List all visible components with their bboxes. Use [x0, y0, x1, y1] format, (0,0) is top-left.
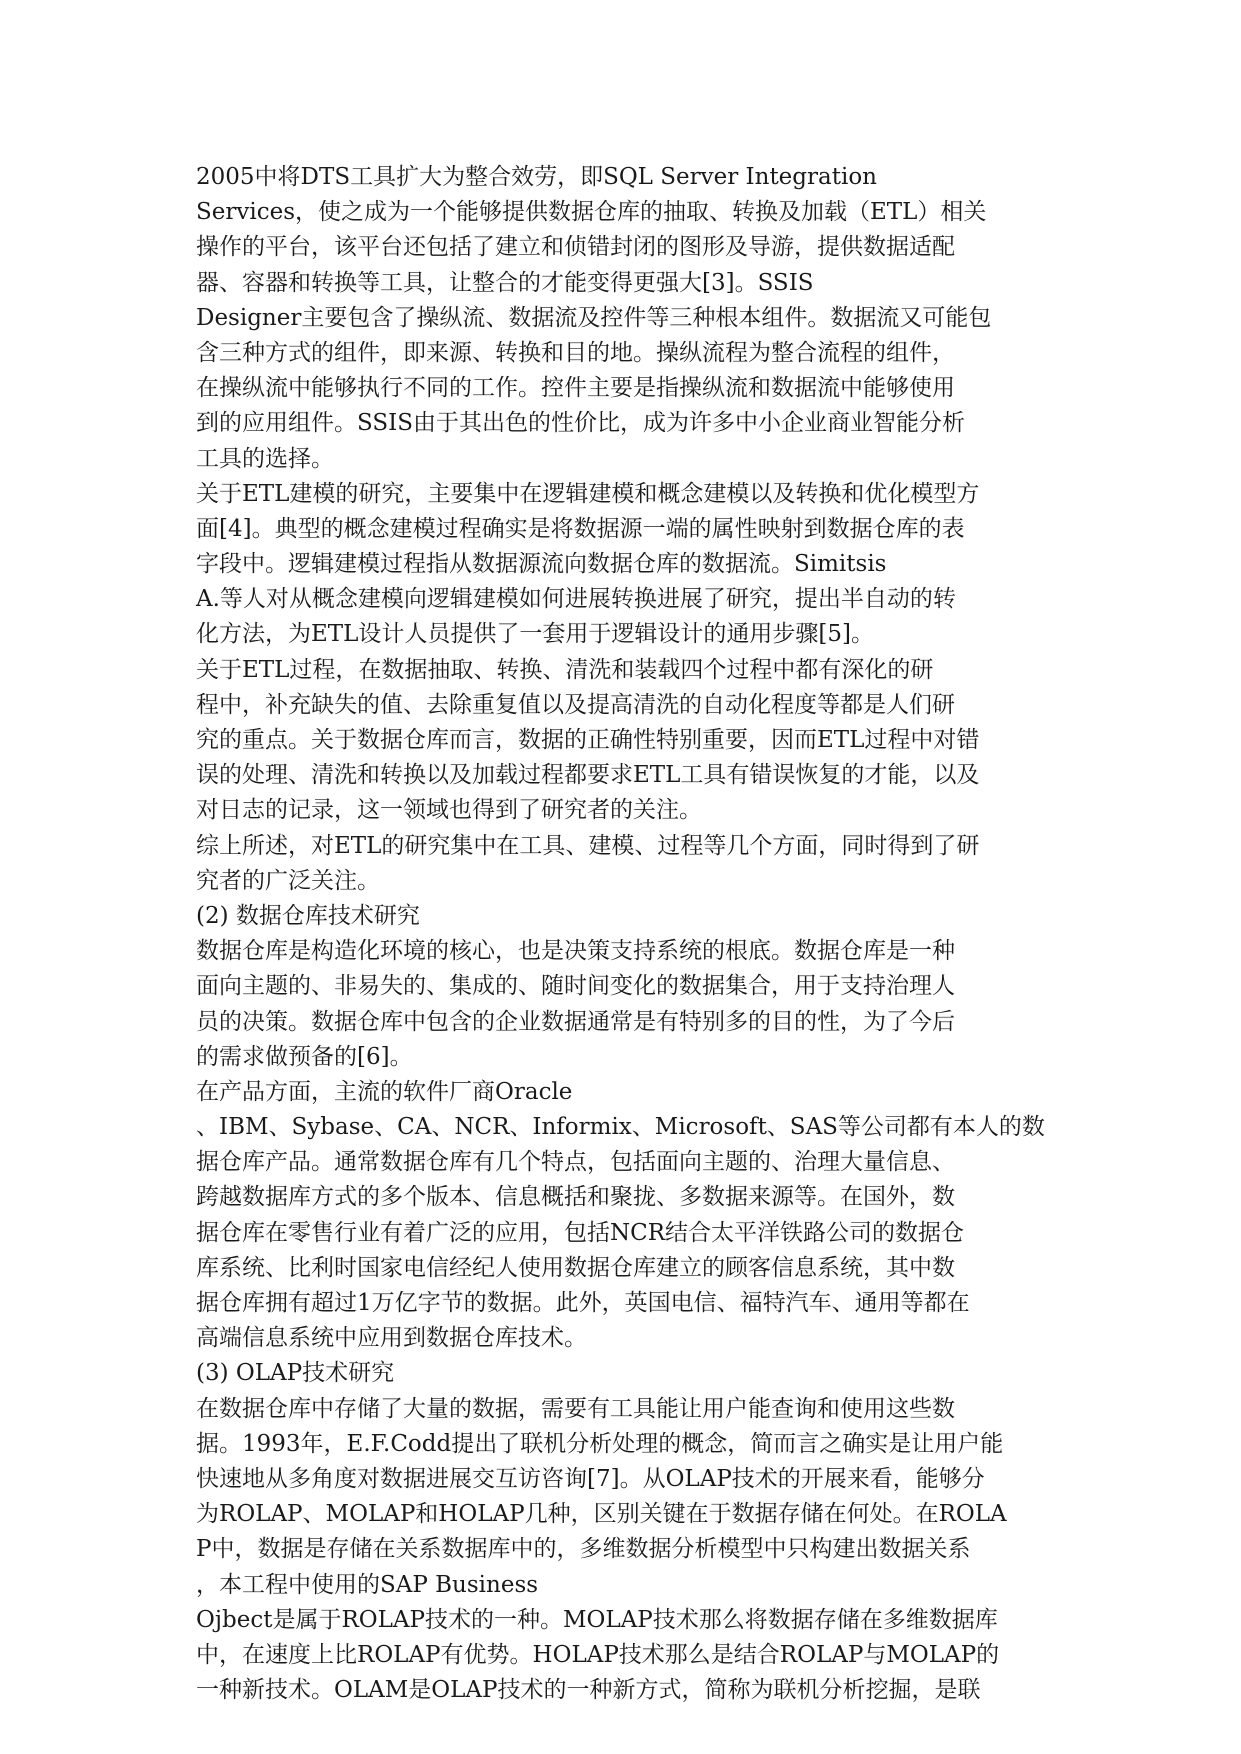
text-line: 综上所述，对ETL的研究集中在工具、建模、过程等几个方面，同时得到了研: [196, 832, 980, 859]
text-line: 关于ETL过程，在数据抽取、转换、清洗和装载四个过程中都有深化的研: [196, 656, 934, 683]
text-line: 面[4]。典型的概念建模过程确实是将数据源一端的属性映射到数据仓库的表: [196, 515, 965, 542]
text-line: 据仓库产品。通常数据仓库有几个特点，包括面向主题的、治理大量信息、: [196, 1149, 955, 1176]
text-line: 面向主题的、非易失的、集成的、随时间变化的数据集合，用于支持治理人: [196, 973, 955, 1000]
text-line: 程中，补充缺失的值、去除重复值以及提高清洗的自动化程度等都是人们研: [196, 691, 955, 718]
text-line: 快速地从多角度对数据进展交互访咨询[7]。从OLAP技术的开展来看，能够分: [196, 1465, 985, 1492]
body-text: [196, 160, 1056, 1708]
text-line: 究的重点。关于数据仓库而言，数据的正确性特别重要，因而ETL过程中对错: [196, 727, 980, 753]
text-line: 2005中将DTS工具扩大为整合效劳，即SQL Server Integration: [196, 164, 877, 190]
text-line: 字段中。逻辑建模过程指从数据源流向数据仓库的数据流。Simitsis: [196, 551, 887, 578]
text-line: ，本工程中使用的SAP Business: [196, 1571, 539, 1598]
text-line: Designer主要包含了操纵流、数据流及控件等三种根本组件。数据流又可能包: [196, 304, 992, 331]
text-line: 含三种方式的组件，即来源、转换和目的地。操纵流程为整合流程的组件，: [196, 339, 955, 366]
text-line: 在数据仓库中存储了大量的数据，需要有工具能让用户能查询和使用这些数: [196, 1395, 955, 1422]
text-line: P中，数据是存储在关系数据库中的，多维数据分析模型中只构建出数据关系: [196, 1536, 971, 1563]
text-line: 的需求做预备的[6]。: [196, 1043, 413, 1070]
text-line: A.等人对从概念建模向逻辑建模如何进展转换进展了研究，提出半自动的转: [196, 586, 956, 613]
text-line: 器、容器和转换等工具，让整合的才能变得更强大[3]。SSIS: [196, 269, 814, 296]
text-line: 库系统、比利时国家电信经纪人使用数据仓库建立的顾客信息系统，其中数: [196, 1254, 955, 1281]
text-line: 、IBM、Sybase、CA、NCR、Informix、Microsoft、SAS等公司都有本人的数: [196, 1114, 1045, 1141]
text-line: 在操纵流中能够执行不同的工作。控件主要是指操纵流和数据流中能够使用: [196, 375, 955, 402]
text-line: 关于ETL建模的研究，主要集中在逻辑建模和概念建模以及转换和优化模型方: [196, 480, 980, 507]
text-line: (3) OLAP技术研究: [196, 1360, 395, 1387]
text-line: Services，使之成为一个能够提供数据仓库的抽取、转换及加载（ETL）相关: [196, 199, 987, 226]
text-line: 数据仓库是构造化环境的核心，也是决策支持系统的根底。数据仓库是一种: [196, 938, 955, 965]
text-line: 对日志的记录，这一领域也得到了研究者的关注。: [196, 797, 702, 824]
text-line: 中，在速度上比ROLAP有优势。HOLAP技术那么是结合ROLAP与MOLAP的: [196, 1641, 1000, 1668]
text-line: (2) 数据仓库技术研究: [196, 902, 420, 929]
text-line: 化方法，为ETL设计人员提供了一套用于逻辑设计的通用步骤[5]。: [196, 621, 874, 648]
text-line: 高端信息系统中应用到数据仓库技术。: [196, 1325, 587, 1352]
text-line: 据仓库在零售行业有着广泛的应用，包括NCR结合太平洋铁路公司的数据仓: [196, 1219, 965, 1246]
text-line: 操作的平台，该平台还包括了建立和侦错封闭的图形及导游，提供数据适配: [196, 234, 955, 261]
text-line: 误的处理、清洗和转换以及加载过程都要求ETL工具有错误恢复的才能，以及: [196, 762, 980, 789]
text-line: 员的决策。数据仓库中包含的企业数据通常是有特别多的目的性，为了今后: [196, 1008, 955, 1035]
text-line: 据仓库拥有超过1万亿字节的数据。此外，英国电信、福特汽车、通用等都在: [196, 1290, 970, 1316]
text-line: 据。1993年，E.F.Codd提出了联机分析处理的概念，简而言之确实是让用户能: [196, 1430, 1004, 1457]
text-line: 跨越数据库方式的多个版本、信息概括和聚拢、多数据来源等。在国外，数: [196, 1184, 955, 1211]
text-line: 在产品方面，主流的软件厂商Oracle: [196, 1078, 573, 1105]
text-line: 一种新技术。OLAM是OLAP技术的一种新方式，简称为联机分析挖掘，是联: [196, 1677, 981, 1704]
text-line: 为ROLAP、MOLAP和HOLAP几种，区别关键在于数据存储在何处。在ROLA: [196, 1501, 1007, 1528]
text-line: Ojbect是属于ROLAP技术的一种。MOLAP技术那么将数据存储在多维数据库: [196, 1606, 998, 1633]
text-line: 究者的广泛关注。: [196, 867, 380, 894]
text-line: 到的应用组件。SSIS由于其出色的性价比，成为许多中小企业商业智能分析: [196, 410, 965, 437]
text-line: 工具的选择。: [196, 445, 334, 472]
